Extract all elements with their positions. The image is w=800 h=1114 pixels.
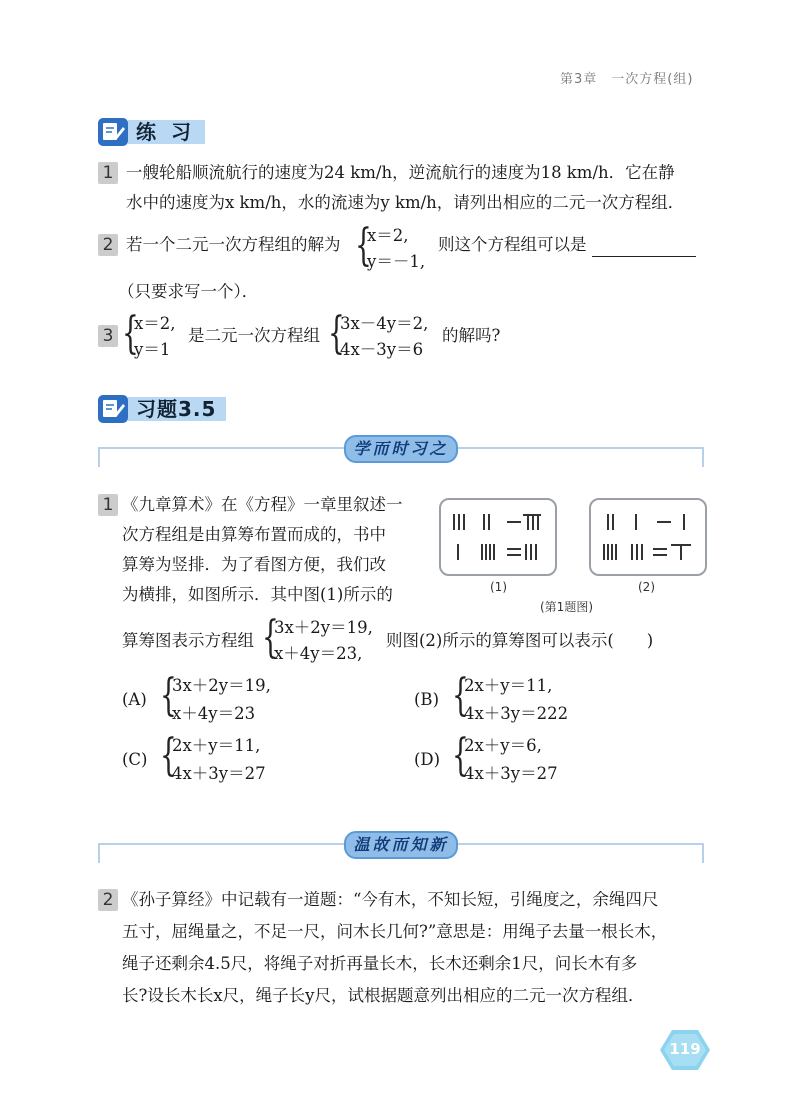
ex1-system: { 3x＋2y＝19, x＋4y＝23,	[262, 612, 373, 663]
q2-line2: （只要求写一个）．	[118, 282, 259, 301]
option-b-system[interactable]: { 2x＋y＝11, 4x＋3y＝222	[452, 670, 569, 723]
option-eq1: 2x＋y＝11,	[464, 676, 553, 695]
option-b-label[interactable]: (B)	[414, 690, 439, 709]
ex1-line4: 为横排，如图所示．其中图(1)所示的	[122, 585, 393, 604]
q3-mid: 是二元一次方程组	[188, 326, 320, 345]
figure2-caption: (2)	[638, 580, 655, 594]
question-number: 1	[98, 162, 118, 184]
ex2-line3: 绳子还剩余4.5尺，将绳子对折再量长木，长木还剩余1尺，问长木有多	[122, 954, 638, 973]
ex1-line5-tail: 则图(2)所示的算筹图可以表示( )	[386, 631, 654, 650]
q1-line1: 一艘轮船顺流航行的速度为24 km/h，逆流航行的速度为18 km/h．它在静	[126, 163, 675, 182]
exercises-title: 习题3.5	[128, 397, 226, 421]
running-header: 第3章 一次方程(组)	[560, 72, 694, 87]
banner-corner	[702, 843, 704, 863]
system-eq1: 3x＋2y＝19,	[274, 618, 373, 637]
banner-corner	[98, 843, 100, 863]
system-eq2: y＝1	[134, 340, 171, 359]
ex1-line3: 算筹为竖排．为了看图方便，我们改	[122, 555, 386, 574]
ex2-line4: 长?设长木长x尺，绳子长y尺，试根据题意列出相应的二元一次方程组．	[122, 986, 645, 1005]
question-number: 2	[98, 234, 118, 256]
question-number: 2	[98, 889, 118, 911]
banner-rule-left	[98, 843, 344, 845]
q1-line2: 水中的速度为x km/h，水的流速为y km/h，请列出相应的二元一次方程组．	[126, 193, 685, 212]
banner-review-label: 温故而知新	[344, 831, 458, 859]
q3-tail: 的解吗?	[442, 326, 501, 345]
figure1-caption: (1)	[490, 580, 507, 594]
practice-section-heading	[98, 118, 205, 146]
banner-study-label: 学而时习之	[344, 435, 458, 463]
question-number: 1	[98, 494, 118, 516]
q2-solution-system: { x＝2, y＝－1,	[355, 220, 426, 271]
option-a-system[interactable]: { 3x＋2y＝19, x＋4y＝23	[160, 670, 271, 723]
q2-lead: 若一个二元一次方程组的解为	[126, 235, 341, 254]
option-d-system[interactable]: { 2x＋y＝6, 4x＋3y＝27	[452, 730, 558, 783]
page-number-badge	[660, 1028, 710, 1072]
practice-title: 练 习	[128, 120, 205, 144]
banner-corner	[98, 447, 100, 467]
system-eq1: 3x－4y＝2,	[340, 314, 429, 333]
pencil-note-icon	[98, 395, 128, 423]
option-eq1: 3x＋2y＝19,	[172, 676, 271, 695]
option-eq1: 2x＋y＝11,	[172, 736, 261, 755]
option-eq1: 2x＋y＝6,	[464, 736, 542, 755]
option-eq2: 4x＋3y＝222	[464, 704, 569, 723]
ex1-line5-lead: 算筹图表示方程组	[122, 631, 254, 650]
option-eq2: 4x＋3y＝27	[172, 764, 266, 783]
banner-corner	[702, 447, 704, 467]
option-eq2: 4x＋3y＝27	[464, 764, 558, 783]
option-c-label[interactable]: (C)	[122, 750, 148, 769]
q3-system: { 3x－4y＝2, 4x－3y＝6	[328, 308, 429, 359]
counting-rods-figure-1	[439, 498, 557, 576]
option-a-label[interactable]: (A)	[122, 690, 147, 709]
pencil-note-icon	[98, 118, 128, 146]
option-d-label[interactable]: (D)	[414, 750, 441, 769]
system-eq2: x＋4y＝23,	[274, 644, 363, 663]
system-eq2: 4x－3y＝6	[340, 340, 424, 359]
figure-caption: (第1题图)	[540, 600, 593, 614]
ex1-line1: 《九章算术》在《方程》一章里叙述一	[122, 495, 403, 514]
ex2-line1: 《孙子算经》中记载有一道题：“今有木，不知长短，引绳度之，余绳四尺	[122, 890, 659, 909]
system-eq1: x＝2,	[367, 226, 409, 245]
q2-tail-wrap	[438, 233, 696, 257]
ex1-line2: 次方程组是由算筹布置而成的，书中	[122, 525, 386, 544]
page-number: 119	[669, 1040, 701, 1058]
banner-rule-right	[458, 843, 704, 845]
banner-rule-right	[458, 447, 704, 449]
question-number: 3	[98, 325, 118, 347]
system-eq1: x＝2,	[134, 314, 176, 333]
ex2-line2: 五寸，屈绳量之，不足一尺，问木长几何?”意思是：用绳子去量一根长木，	[122, 922, 668, 941]
system-eq2: y＝－1,	[367, 252, 426, 271]
option-eq2: x＋4y＝23	[172, 704, 256, 723]
counting-rods-figure-2	[589, 498, 707, 576]
option-c-system[interactable]: { 2x＋y＝11, 4x＋3y＝27	[160, 730, 266, 783]
exercises-section-heading	[98, 395, 226, 423]
answer-blank[interactable]	[592, 238, 696, 257]
banner-rule-left	[98, 447, 344, 449]
q3-solution: { x＝2, y＝1	[122, 308, 176, 359]
q2-tail: 则这个方程组可以是	[438, 235, 587, 254]
